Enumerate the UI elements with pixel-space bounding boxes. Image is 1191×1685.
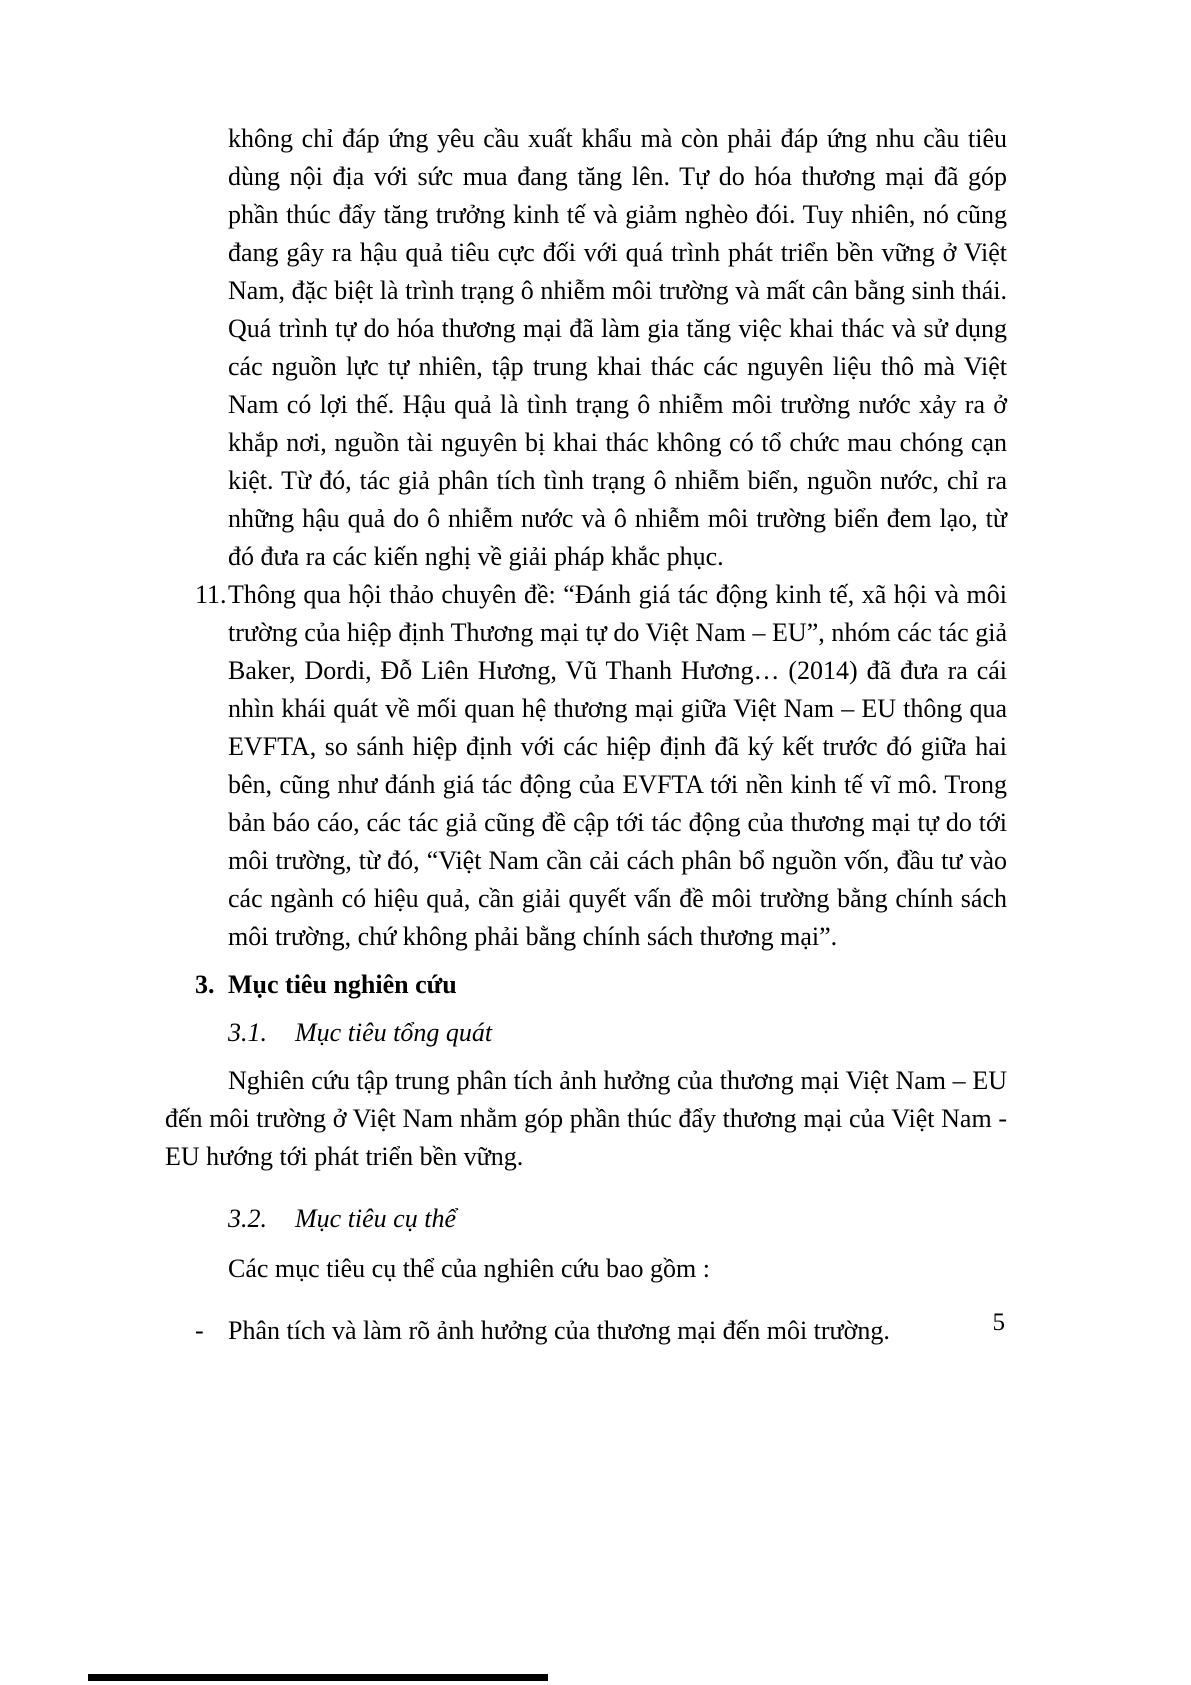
section-3-heading (165, 966, 1007, 1004)
subsection-3-2-title: Mục tiêu cụ thể (295, 1204, 456, 1233)
page-number: 5 (992, 1309, 1005, 1336)
text-block (165, 120, 1007, 1350)
bullet-dash-marker: - (195, 1316, 204, 1345)
numbered-item-11 (165, 576, 1007, 956)
subsection-3-1-heading (228, 1014, 1007, 1052)
item-11-number: 11. (195, 580, 227, 609)
bullet-text: Phân tích và làm rõ ảnh hưởng của thương mại đến môi trường. (228, 1316, 890, 1345)
continuation-paragraph: không chỉ đáp ứng yêu cầu xuất khẩu mà còn phải đáp ứng nhu cầu tiêu dùng nội địa với sức mua đang tăng lên. Tự do hóa thương mại đã góp phần thúc đẩy tăng trưởng kinh tế và giảm nghèo đói. Tuy nhiên, nó cũng đang gây ra hậu quả tiêu cực đối với quá trình phát triển bền vững ở Việt Nam, đặc biệt là trình trạng ô nhiễm môi trường và mất cân bằng sinh thái. Quá trình tự do hóa thương mại đã làm gia tăng việc khai thác và sử dụng các nguồn lực tự nhiên, tập trung khai thác các nguyên liệu thô mà Việt Nam có lợi thế. Hậu quả là tình trạng ô nhiễm môi trường nước xảy ra ở khắp nơi, nguồn tài nguyên bị khai thác không có tổ chức mau chóng cạn kiệt. Từ đó, tác giả phân tích tình trạng ô nhiễm biển, nguồn nước, chỉ ra những hậu quả do ô nhiễm nước và ô nhiễm môi trường biển đem lạo, từ đó đưa ra các kiến nghị về giải pháp khắc phục. (228, 124, 1007, 571)
subsection-3-1-paragraph: Nghiên cứu tập trung phân tích ảnh hưởng của thương mại Việt Nam – EU đến môi trường ở Việt Nam nhằm góp phần thúc đẩy thương mại của Việt Nam - EU hướng tới phát triển bền vững. (165, 1066, 1007, 1171)
subsection-3-2-number: 3.2. (228, 1204, 267, 1233)
subsection-3-1-title: Mục tiêu tổng quát (295, 1018, 493, 1047)
subsection-3-2-heading (228, 1200, 1007, 1238)
item-11-text: Thông qua hội thảo chuyên đề: “Đánh giá tác động kinh tế, xã hội và môi trường của hiệp định Thương mại tự do Việt Nam – EU”, nhóm các tác giả Baker, Dordi, Đỗ Liên Hương, Vũ Thanh Hương… (2014) đã đưa ra cái nhìn khái quát về mối quan hệ thương mại giữa Việt Nam – EU thông qua EVFTA, so sánh hiệp định với các hiệp định đã ký kết trước đó giữa hai bên, cũng như đánh giá tác động của EVFTA tới nền kinh tế vĩ mô. Trong bản báo cáo, các tác giả cũng đề cập tới tác động của thương mại tự do tới môi trường, từ đó, “Việt Nam cần cải cách phân bổ nguồn vốn, đầu tư vào các ngành có hiệu quả, cần giải quyết vấn đề môi trường bằng chính sách môi trường, chứ không phải bằng chính sách thương mại”. (228, 580, 1007, 951)
bullet-item (165, 1312, 1007, 1350)
subsection-3-1-number: 3.1. (228, 1018, 267, 1047)
subsection-3-2-intro: Các mục tiêu cụ thể của nghiên cứu bao gồm : (228, 1254, 710, 1283)
section-3-title: Mục tiêu nghiên cứu (228, 970, 457, 999)
bottom-artifact-line (88, 1674, 548, 1681)
section-3-number: 3. (195, 970, 215, 999)
